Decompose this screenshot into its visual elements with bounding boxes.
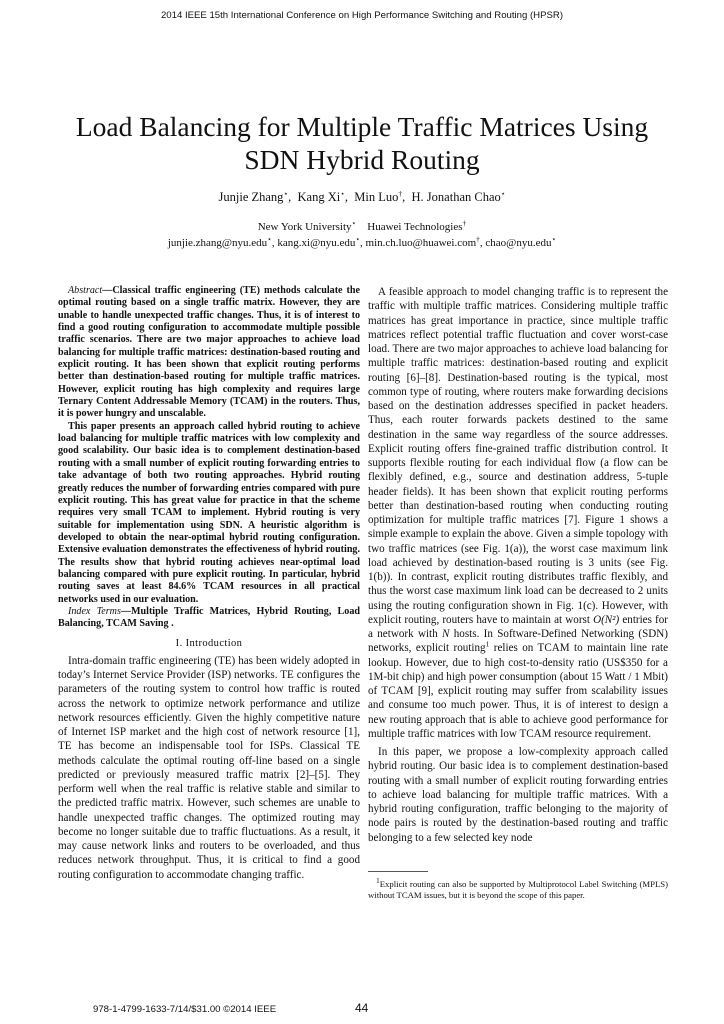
intro-text: entries for a network with [368,613,668,640]
page-number: 44 [355,1001,369,1015]
affiliation-mark: ⋆ [351,218,357,228]
intro-paragraph-3: In this paper, we propose a low-complexity approach called hybrid routing. Our basic idea is to complement destination-based routing with a small number of explicit routing forwarding entries to achieve load balancing for multiple traffic matrices. With a hybrid routing configuration, traffic belonging to the majority of node pairs is routed by the destination-based routing and traffic belonging to a few selected key node [368,746,668,844]
author: H. Jonathan Chao [411,190,501,204]
author-mark: ⋆ [340,188,345,198]
intro-text: relies on TCAM to maintain line rate lookup. However, due to high cost-to-density ratio (US$350 for a 1M-bit chip) and high power consumption (about 15 Watt / 1 Mbit) of TCAM [9], explicit routing may suffer from scalability issues and consume too much power. Thus, it is of interest to design a new routing approach that is able to achieve good performance for multiple traffic matrices with low TCAM resource requirement. [368,642,668,740]
index-terms-label: Index Terms [68,605,121,617]
email-mark: † [476,234,480,244]
author: Kang Xi [297,190,341,204]
footnote-mark: 1 [376,876,380,886]
affiliation-mark: † [462,218,467,228]
footnote [368,876,668,901]
index-terms-text: Multiple Traffic Matrices, Hybrid Routing, Load Balancing, TCAM Saving . [58,605,360,630]
footer-isbn: 978-1-4799-1633-7/14/$31.00 ©2014 IEEE [93,1004,277,1015]
author: Min Luo [354,190,399,204]
author: Junjie Zhang [218,190,284,204]
variable-n: N [442,628,450,640]
intro-text: A feasible approach to model changing traffic is to represent the traffic with multiple traffic matrices. Considering multiple traffic matrices has great importance in practice, since multiple traffic matrices reflect potential traffic fluctuation and cover worst-case load. There are two major approaches to achieve load balancing for multiple traffic matrices: destination-based routing and explicit routing [6]–[8]. Destination-based routing is the typical, most common type of routing, where routers make forwarding decisions based on the destination addresses specified in packet headers. Thus, each router forwards packets destined to the same destination in the same way regardless of the source addresses. Explicit routing offers fine-grained traffic distribution control. It supports flexible routing for each individual flow (a flow can be flexibly defined, e.g., source and destination address, 5-tuple header fields). It has been shown that explicit routing performs better than destination-based routing when conducting routing optimization for multiple traffic matrices [7]. Figure 1 shows a simple example to explain the above. Given a simple topology with two traffic matrices (see Fig. 1(a)), the worst case maximum link load achieved by destination-based routing is 3 units (see Fig. 1(b)). In contrast, explicit routing distributes traffic flexibly, and thus the worst case maximum link load can be decreased to 2 units using the routing configuration shown in Fig. 1(c). However, with explicit routing, routers have to maintain at worst [368,286,668,626]
intro-paragraph-2 [368,285,668,741]
abstract-text-1: Classical traffic engineering (TE) methods calculate the optimal routing based on a single traffic matrix. However, they are unable to handle unexpected traffic changes. Thus, it is of interest to find a good routing configuration to accommodate multiple possible traffic scenarios. There are two major approaches to achieve load balancing for multiple traffic matrices: destination-based routing and explicit routing. It has been shown that explicit routing performs better than destination-based routing for multiple traffic matrices. However, explicit routing has high complexity and requires large Ternary Content Addressable Memory (TCAM) in the routers. Thus, it is power hungry and unscalable. [58,285,360,420]
author-list: Junjie Zhang⋆, Kang Xi⋆, Min Luo†, H. Jonathan Chao⋆ [218,188,506,204]
complexity-expression: O(N²) [593,613,620,626]
abstract-paragraph-2: This paper presents an approach called hybrid routing to achieve load balancing for multiple traffic matrices with low complexity and good scalability. Our basic idea is to complement destination-based routing with a small number of explicit routing forwarding entries to take advantage of both two routing approaches. Hybrid routing greatly reduces the number of forwarding entries compared with pure explicit routing. This has great value for practice in that the scheme requires very small TCAM to implement. Hybrid routing is very suitable for implementation using SDN. A heuristic algorithm is developed to obtain the near-optimal hybrid routing configuration. Extensive evaluation demonstrates the effectiveness of hybrid routing. The results show that hybrid routing achieves near-optimal load balancing compared with pure explicit routing. In particular, hybrid routing saves at least 84.6% TCAM resources in all practical networks used in our evaluation. [58,420,360,605]
author-mark: ⋆ [500,188,506,198]
affiliations [0,218,724,233]
affiliation: Huawei Technologies [367,221,463,233]
email: chao@nyu.edu [485,237,552,249]
email-mark: ⋆ [551,234,557,244]
left-column [58,285,360,882]
paper-title [40,110,684,176]
affiliation: New York University [257,221,352,233]
footnote-rule [368,871,428,872]
abstract-label: Abstract [68,285,103,296]
author-mark: † [398,188,403,198]
email: kang.xi@nyu.edu [277,237,356,249]
footnote-marker: 1 [485,639,490,649]
email: junjie.zhang@nyu.edu [167,237,268,249]
conference-header: 2014 IEEE 15th International Conference on High Performance Switching and Routing (HPSR) [160,10,564,21]
email-mark: ⋆ [355,234,361,244]
title-line-1: Load Balancing for Multiple Traffic Matrices Using [75,111,649,142]
section-title-introduction: I. Introduction [175,637,243,649]
intro-text: hosts. In Software-Defined Networking (SDN) networks, explicit routing [368,628,668,655]
intro-paragraph-1: Intra-domain traffic engineering (TE) has been widely adopted in today’s Internet Service Provider (ISP) networks. TE configures the parameters of the routing system to control how traffic is routed across the network to optimize network performance and utilize network resources efficiently. Given the highly competitive nature of Internet ISP market and the high cost of network resource [1], TE has become an indispensable tool for ISPs. Classical TE methods calculate the optimal routing off-line based on a single predicted or previously measured traffic matrix [2]–[5]. They perform well when the real traffic is relative stable and similar to the predicted traffic matrix. However, such schemes are unable to handle unexpected traffic changes. The optimized routing may become no longer suitable due to traffic fluctuations. As a result, it may cause network links and routers to be overloaded, and thus reduces network throughput. Thus, it is critical to find a good routing configuration to accommodate changing traffic. [58,654,360,881]
abstract-paragraph-1: Abstract—Classical traffic engineering (TE) methods calculate the optimal routing based on a single traffic matrix. However, they are unable to handle unexpected traffic changes. Thus, it is of interest to find a good routing configuration to accommodate multiple possible traffic scenarios. There are two major approaches to achieve load balancing for multiple traffic matrices: destination-based routing and explicit routing. It has been shown that explicit routing performs better than destination-based routing for multiple traffic matrices. However, explicit routing has high complexity and requires large Ternary Content Addressable Memory (TCAM) in the routers. Thus, it is power hungry and unscalable. [58,285,360,420]
email: min.ch.luo@huawei.com [365,237,477,249]
index-terms: Index Terms—Multiple Traffic Matrices, Hybrid Routing, Load Balancing, TCAM Saving . [58,605,360,630]
author-mark: ⋆ [283,188,289,198]
right-column [368,285,668,845]
title-line-2: SDN Hybrid Routing [244,144,480,175]
email-mark: ⋆ [267,234,272,244]
author-emails: junjie.zhang@nyu.edu⋆, kang.xi@nyu.edu⋆, min.ch.luo@huawei.com†, chao@nyu.edu⋆ [167,234,557,249]
footnote-text: Explicit routing can also be supported by Multiprotocol Label Switching (MPLS) without TCAM issues, but it is beyond the scope of this paper. [368,879,668,900]
